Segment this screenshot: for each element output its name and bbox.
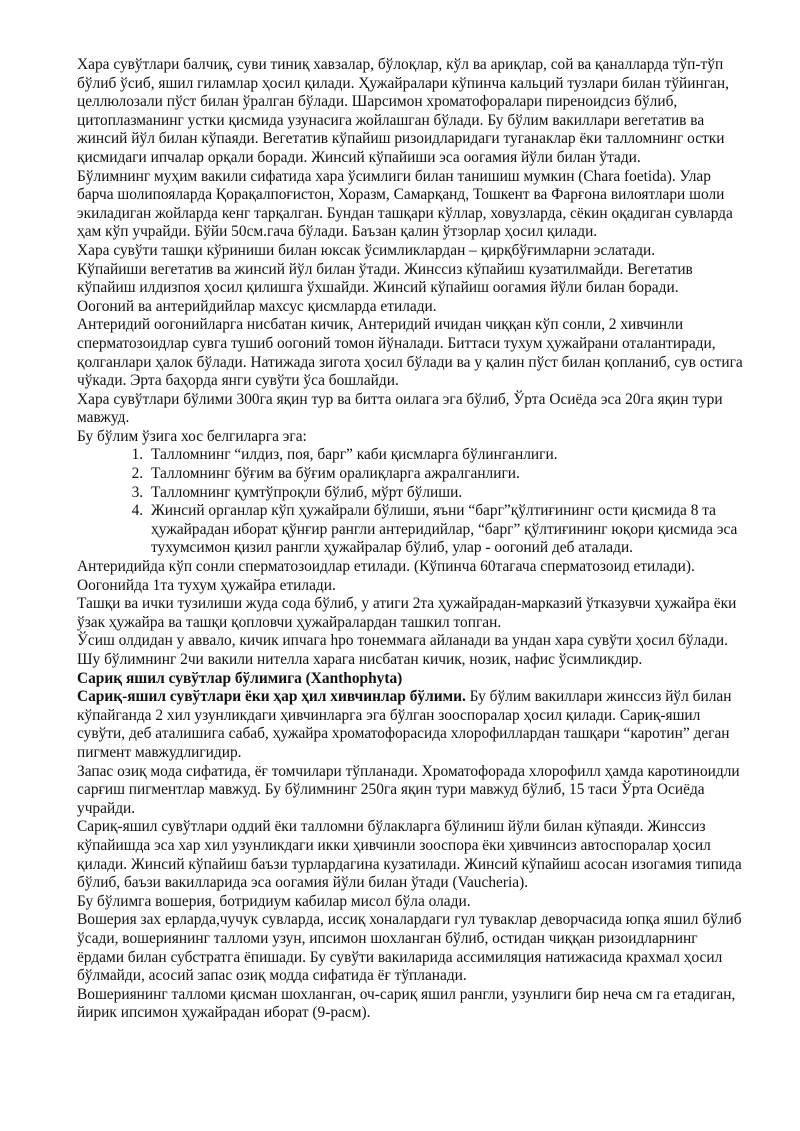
features-list bbox=[77, 446, 745, 558]
paragraph: Оогоний ва антерийдийлар махсус қисмларда етилади. bbox=[77, 297, 437, 315]
paragraph: Оогонийда 1та тухум ҳужайра етилади. bbox=[77, 576, 336, 594]
list-item: 4. Жинсий органлар кўп ҳужайрали бўлиши, яъни “барг”қўлтиғининг ости қисмида 8 та ҳужайрадан иборат қўнғир рангли антеридийлар, “барг” қўлтиғининг юқори қисмида эса тухумсимон қизил рангли ҳужайралар бўлиб, улар - оогоний деб аталади. bbox=[147, 502, 745, 558]
paragraph: Кўпайиши вегетатив ва жинсий йўл билан ўтади. Жинссиз кўпайиш кузатилмайди. Вегетатив кўпайиш илдизпоя ҳосил қилишга ўхшайди. Жинсий кўпайиш оогамия йўли билан боради. bbox=[77, 260, 693, 297]
paragraph: Бу бўлимга вошерия, ботридиум кабилар мисол бўла олади. bbox=[77, 892, 471, 910]
paragraph: Антеридийда кўп сонли сперматозоидлар етилади. (Кўпинча 60тагача сперматозоид етилади). bbox=[77, 558, 695, 576]
paragraph: Хара сувўтлари бўлими 300га яқин тур ва битта оилага эга бўлиб, Ўрта Осиёда эса 20га яқин тури мавжуд. bbox=[77, 390, 723, 427]
paragraph bbox=[77, 688, 745, 762]
paragraph: Ўсиш олдидан у аввало, кичик ипчага hро тонеммага айланади ва ундан хара сувўти ҳосил бўлади. Шу бўлимнинг 2чи вакили нителла харага нисбатан кичик, нозик, нафис ўсимликдир. bbox=[77, 632, 728, 668]
list-item: 2. Талломнинг бўғим ва бўғим оралиқларга ажралганлиги. bbox=[147, 465, 745, 484]
paragraph: Вошериянинг талломи қисман шохланган, оч-сариқ яшил рангли, узунлиги бир неча см га етадиган, йирик ипсимон ҳужайрадан иборат (9-расм). bbox=[77, 985, 736, 1022]
paragraph-lead: Сариқ-яшил сувўтлари ёки ҳар ҳил хивчинлар бўлими. bbox=[77, 688, 466, 706]
list-item: 3. Талломнинг қумтўпроқли бўлиб, мўрт бўлиши. bbox=[147, 484, 745, 503]
paragraph: Хара сувўтлари балчиқ, суви тиниқ хавзалар, бўлоқлар, кўл ва ариқлар, сой ва қаналларда тўп-тўп бўлиб ўсиб, яшил гиламлар ҳосил қилади. Ҳужайралари кўпинча кальций тузлари билан тўйинган, целлюлозали пўст билан ўралган бўлади. Шарсимон хроматофоралари пиреноидсиз бўлиб, цитоплазманинг устки қисмида узунасига жойлашган бўлади. Бу бўлим вакиллари вегетатив ва жинсий йўл билан кўпаяди. Вегетатив кўпайиш ризоидларидаги туганаклар ёки талломнинг остки қисмидаги ипчалар орқали боради. Жинсий кўпайиши эса оогамия йўли билан ўтади. bbox=[77, 56, 729, 166]
paragraph: Хара сувўти ташқи кўриниши билан юксак ўсимликлардан – қирқбўғимларни эслатади. bbox=[77, 241, 656, 259]
paragraph: Антеридий оогонийларга нисбатан кичик, Антеридий ичидан чиққан кўп сонли, 2 хивчинли сперматозоидлар сувга тушиб оогоний томон йўналади. Биттаси тухум ҳужайрани оталантиради, қолганлари ҳалок бўлади. Натижада зигота ҳосил бўлади ва у қалин пўст билан қопланиб, сув остига чўкади. Эрта баҳорда янги сувўти ўса бошлайди. bbox=[77, 316, 743, 390]
list-item: 1. Талломнинг “илдиз, поя, барг” каби қисмларга бўлинганлиги. bbox=[147, 446, 745, 465]
section-heading: Сариқ яшил сувўтлар бўлимига (Xanthophyta) bbox=[77, 669, 403, 687]
paragraph-text: Бу бўлим вакиллари жинссиз йўл билан кўпайганда 2 хил узунликдаги ҳивчинларга эга бўлган зооспоралар ҳосил қилади. Сариқ-яшил сувўти, деб аталишига сабаб, ҳужайра хроматофорасида хлорофиллардан ташқари “каротин” деган пигмент мавжудлигидир. bbox=[77, 688, 732, 761]
paragraph: Запас озиқ мода сифатида, ёғ томчилари тўпланади. Хроматофорада хлорофилл ҳамда каротиноидли сарғиш пигментлар мавжуд. Бу бўлимнинг 250га яқин тури мавжуд бўлиб, 15 таси Ўрта Осиёда учрайди. bbox=[77, 762, 740, 817]
paragraph: Ташқи ва ички тузилиши жуда сода бўлиб, у атиги 2та ҳужайрадан-марказий ўтказувчи ҳужайра ёки ўзак ҳужайра ва ташқи қопловчи ҳужайралардан ташкил топган. bbox=[77, 595, 737, 631]
paragraph: Бу бўлим ўзига хос белгиларга эга: bbox=[77, 427, 307, 445]
paragraph: Бўлимнинг муҳим вакили сифатида хара ўсимлиги билан танишиш мумкин (Chara foetida). Улар барча шолипояларда Қорақалпоғистон, Хоразм, Самарқанд, Тошкент ва Фарғона вилоятлари шоли экиладиган жойларда кенг тарқалган. Бундан ташқари кўллар, ховузларда, сёкин оқадиган сувларда ҳам кўп учрайди. Бўйи 50см.гача бўлади. Баъзан қалин ўтзорлар ҳосил қилади. bbox=[77, 167, 733, 241]
document-page bbox=[77, 56, 745, 1023]
paragraph: Вошерия зах ерларда,чучук сувларда, иссиқ хоналардаги гул туваклар деворчасида юпқа яшил бўлиб ўсади, вошериянинг талломи узун, ипсимон шохланган бўлиб, остидан чиққан ризоидларнинг ёрдами билан субстратга ёпишади. Бу сувўти вакиларида ассимиляция натижасида крахмал ҳосил бўлмайди, асосий запас озиқ модда сифатида ёғ тўпланади. bbox=[77, 911, 742, 985]
paragraph: Сариқ-яшил сувўтлари оддий ёки талломни бўлакларга бўлиниш йўли билан кўпаяди. Жинссиз кўпайишда эса хар хил узунликдаги икки ҳивчинли зооспора ёки ҳивчинсиз автоспоралар ҳосил қилади. Жинсий кўпайиш баъзи турлардагина кузатилади. Жинсий кўпайиш асосан изогамия типида бўлиб, баъзи вакилларида эса оогамия йўли билан ўтади (Vaucheria). bbox=[77, 818, 742, 892]
